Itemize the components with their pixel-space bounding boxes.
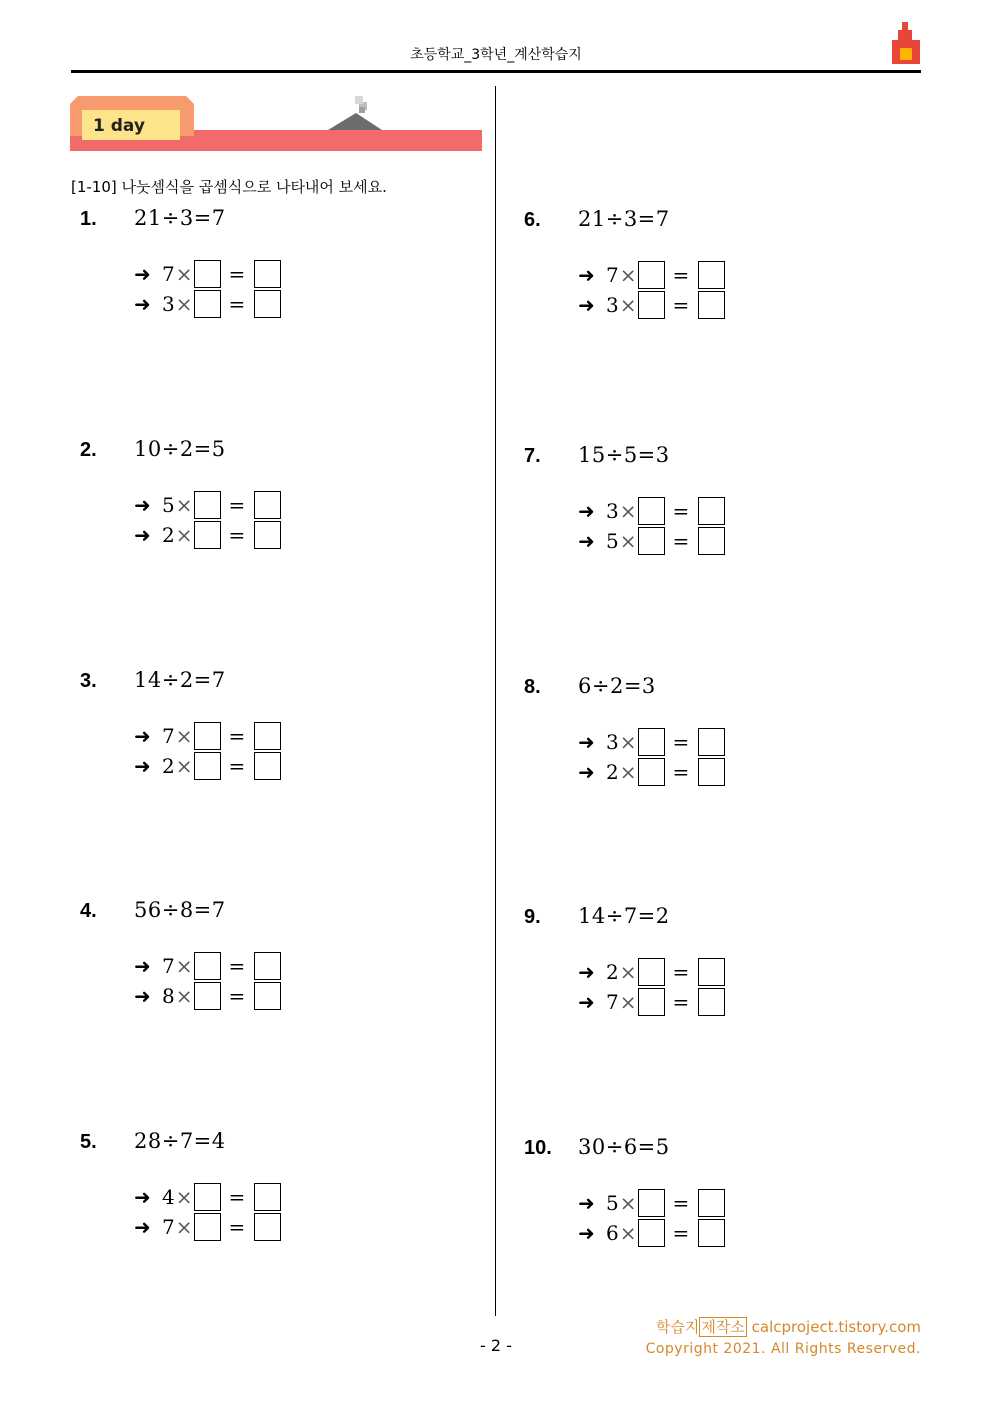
arrow-icon: ➜ <box>134 984 151 1008</box>
arrow-icon: ➜ <box>134 262 151 286</box>
problem-number: 5. <box>80 1131 97 1153</box>
answer-line <box>578 957 725 987</box>
arrow-icon: ➜ <box>578 293 595 317</box>
division-equation: 21÷3=7 <box>134 206 226 230</box>
equals-sign: = <box>228 954 246 978</box>
brand-prefix: 학습지 <box>655 1318 700 1336</box>
answer-line <box>578 727 725 757</box>
problem-4 <box>80 900 440 1020</box>
answer-line <box>134 490 281 520</box>
answer-box-product[interactable] <box>698 758 725 786</box>
times-sign: × <box>619 990 637 1014</box>
answer-box-multiplier[interactable] <box>638 1219 665 1247</box>
answer-box-multiplier[interactable] <box>194 752 221 780</box>
problem-8 <box>524 676 884 796</box>
equals-sign: = <box>672 529 690 553</box>
factor: 5 <box>162 493 175 517</box>
factor: 3 <box>606 293 619 317</box>
arrow-icon: ➜ <box>134 292 151 316</box>
arrow-icon: ➜ <box>578 730 595 754</box>
answer-box-multiplier[interactable] <box>194 952 221 980</box>
arrow-icon: ➜ <box>578 990 595 1014</box>
answer-line <box>578 260 725 290</box>
factor: 2 <box>606 960 619 984</box>
times-sign: × <box>175 292 193 316</box>
answer-box-product[interactable] <box>698 261 725 289</box>
answer-line <box>134 751 281 781</box>
brand-line <box>656 1316 921 1337</box>
answer-box-product[interactable] <box>698 1219 725 1247</box>
arrow-icon: ➜ <box>134 724 151 748</box>
problem-1 <box>80 208 440 328</box>
answer-box-multiplier[interactable] <box>194 521 221 549</box>
equals-sign: = <box>228 262 246 286</box>
answer-box-multiplier[interactable] <box>638 527 665 555</box>
instruction-text: [1-10] 나눗셈식을 곱셈식으로 나타내어 보세요. <box>71 178 387 196</box>
times-sign: × <box>175 724 193 748</box>
factor: 2 <box>162 523 175 547</box>
times-sign: × <box>619 760 637 784</box>
answer-line <box>134 951 281 981</box>
equals-sign: = <box>672 1221 690 1245</box>
equals-sign: = <box>228 1215 246 1239</box>
page-number: - 2 - <box>480 1336 512 1355</box>
answer-box-product[interactable] <box>698 958 725 986</box>
equals-sign: = <box>672 960 690 984</box>
times-sign: × <box>175 1185 193 1209</box>
arrow-icon: ➜ <box>578 760 595 784</box>
answer-line <box>578 496 725 526</box>
factor: 7 <box>162 1215 175 1239</box>
equals-sign: = <box>228 754 246 778</box>
arrow-icon: ➜ <box>134 1215 151 1239</box>
times-sign: × <box>175 523 193 547</box>
problem-6 <box>524 209 884 329</box>
answer-box-multiplier[interactable] <box>194 290 221 318</box>
factor: 7 <box>606 990 619 1014</box>
factor: 7 <box>162 724 175 748</box>
division-equation: 14÷7=2 <box>578 904 670 928</box>
times-sign: × <box>619 293 637 317</box>
times-sign: × <box>619 263 637 287</box>
arrow-icon: ➜ <box>134 754 151 778</box>
arrow-icon: ➜ <box>134 523 151 547</box>
division-equation: 28÷7=4 <box>134 1129 226 1153</box>
problem-3 <box>80 670 440 790</box>
answer-box-product[interactable] <box>254 521 281 549</box>
answer-box-product[interactable] <box>254 982 281 1010</box>
equals-sign: = <box>672 730 690 754</box>
answer-box-multiplier[interactable] <box>638 261 665 289</box>
factor: 3 <box>606 499 619 523</box>
answer-box-multiplier[interactable] <box>638 497 665 525</box>
equals-sign: = <box>672 499 690 523</box>
answer-box-product[interactable] <box>254 722 281 750</box>
answer-box-product[interactable] <box>254 491 281 519</box>
answer-box-product[interactable] <box>698 1189 725 1217</box>
day-label: 1 day <box>93 116 145 136</box>
answer-line <box>134 520 281 550</box>
times-sign: × <box>175 493 193 517</box>
arrow-icon: ➜ <box>578 529 595 553</box>
answer-line <box>134 1182 281 1212</box>
equals-sign: = <box>672 263 690 287</box>
problem-9 <box>524 906 884 1026</box>
arrow-icon: ➜ <box>134 1185 151 1209</box>
arrow-icon: ➜ <box>578 960 595 984</box>
answer-box-product[interactable] <box>698 291 725 319</box>
times-sign: × <box>619 499 637 523</box>
problem-number: 6. <box>524 209 541 231</box>
division-equation: 15÷5=3 <box>578 443 670 467</box>
equals-sign: = <box>228 1185 246 1209</box>
factor: 7 <box>606 263 619 287</box>
answer-box-product[interactable] <box>698 988 725 1016</box>
problem-number: 2. <box>80 439 97 461</box>
times-sign: × <box>619 1191 637 1215</box>
problem-number: 3. <box>80 670 97 692</box>
times-sign: × <box>175 754 193 778</box>
equals-sign: = <box>672 1191 690 1215</box>
flame-logo-icon <box>890 22 922 66</box>
arrow-icon: ➜ <box>134 954 151 978</box>
answer-box-multiplier[interactable] <box>194 260 221 288</box>
answer-line <box>578 1218 725 1248</box>
header-rule <box>71 70 921 73</box>
answer-line <box>578 987 725 1017</box>
problem-number: 4. <box>80 900 97 922</box>
equals-sign: = <box>228 523 246 547</box>
problem-number: 7. <box>524 445 541 467</box>
factor: 3 <box>162 292 175 316</box>
answer-box-multiplier[interactable] <box>194 1213 221 1241</box>
division-equation: 14÷2=7 <box>134 668 226 692</box>
answer-box-multiplier[interactable] <box>638 728 665 756</box>
answer-box-product[interactable] <box>254 1213 281 1241</box>
answer-box-multiplier[interactable] <box>638 958 665 986</box>
answer-box-multiplier[interactable] <box>194 1183 221 1211</box>
problem-2 <box>80 439 440 559</box>
equals-sign: = <box>228 292 246 316</box>
answer-line <box>134 289 281 319</box>
answer-line <box>134 1212 281 1242</box>
arrow-icon: ➜ <box>578 1221 595 1245</box>
column-divider <box>495 86 496 1316</box>
division-equation: 30÷6=5 <box>578 1135 670 1159</box>
arrow-icon: ➜ <box>134 493 151 517</box>
problem-number: 10. <box>524 1137 552 1159</box>
times-sign: × <box>619 960 637 984</box>
times-sign: × <box>619 529 637 553</box>
answer-box-multiplier[interactable] <box>638 1189 665 1217</box>
arrow-icon: ➜ <box>578 1191 595 1215</box>
answer-box-product[interactable] <box>254 1183 281 1211</box>
copyright-text: Copyright 2021. All Rights Reserved. <box>645 1341 921 1357</box>
answer-line <box>134 981 281 1011</box>
answer-line <box>578 526 725 556</box>
factor: 4 <box>162 1185 175 1209</box>
times-sign: × <box>175 1215 193 1239</box>
division-equation: 6÷2=3 <box>578 674 656 698</box>
equals-sign: = <box>672 760 690 784</box>
times-sign: × <box>619 1221 637 1245</box>
answer-box-product[interactable] <box>254 752 281 780</box>
answer-box-product[interactable] <box>698 728 725 756</box>
problem-number: 1. <box>80 208 97 230</box>
answer-box-multiplier[interactable] <box>194 722 221 750</box>
problem-number: 8. <box>524 676 541 698</box>
answer-box-multiplier[interactable] <box>638 291 665 319</box>
answer-box-multiplier[interactable] <box>194 982 221 1010</box>
times-sign: × <box>175 954 193 978</box>
problem-7 <box>524 445 884 565</box>
answer-line <box>578 1188 725 1218</box>
answer-line <box>578 290 725 320</box>
header-title: 초등학교_3학년_계산학습지 <box>410 47 582 63</box>
brand-boxed: 제작소 <box>701 1318 745 1336</box>
factor: 5 <box>606 529 619 553</box>
factor: 7 <box>162 262 175 286</box>
times-sign: × <box>619 730 637 754</box>
answer-box-multiplier[interactable] <box>638 988 665 1016</box>
division-equation: 10÷2=5 <box>134 437 226 461</box>
arrow-icon: ➜ <box>578 499 595 523</box>
factor: 5 <box>606 1191 619 1215</box>
answer-box-multiplier[interactable] <box>638 758 665 786</box>
brand-url[interactable]: calcproject.tistory.com <box>751 1318 921 1336</box>
equals-sign: = <box>672 990 690 1014</box>
equals-sign: = <box>228 984 246 1008</box>
answer-line <box>134 259 281 289</box>
division-equation: 21÷3=7 <box>578 207 670 231</box>
factor: 8 <box>162 984 175 1008</box>
factor: 7 <box>162 954 175 978</box>
factor: 2 <box>162 754 175 778</box>
factor: 2 <box>606 760 619 784</box>
problem-10 <box>524 1137 884 1257</box>
times-sign: × <box>175 984 193 1008</box>
answer-box-product[interactable] <box>254 952 281 980</box>
answer-line <box>578 757 725 787</box>
factor: 6 <box>606 1221 619 1245</box>
answer-box-product[interactable] <box>254 260 281 288</box>
equals-sign: = <box>228 724 246 748</box>
answer-box-product[interactable] <box>698 497 725 525</box>
answer-line <box>134 721 281 751</box>
arrow-icon: ➜ <box>578 263 595 287</box>
problem-5 <box>80 1131 440 1251</box>
equals-sign: = <box>672 293 690 317</box>
answer-box-multiplier[interactable] <box>194 491 221 519</box>
equals-sign: = <box>228 493 246 517</box>
answer-box-product[interactable] <box>254 290 281 318</box>
division-equation: 56÷8=7 <box>134 898 226 922</box>
times-sign: × <box>175 262 193 286</box>
problem-number: 9. <box>524 906 541 928</box>
answer-box-product[interactable] <box>698 527 725 555</box>
factor: 3 <box>606 730 619 754</box>
